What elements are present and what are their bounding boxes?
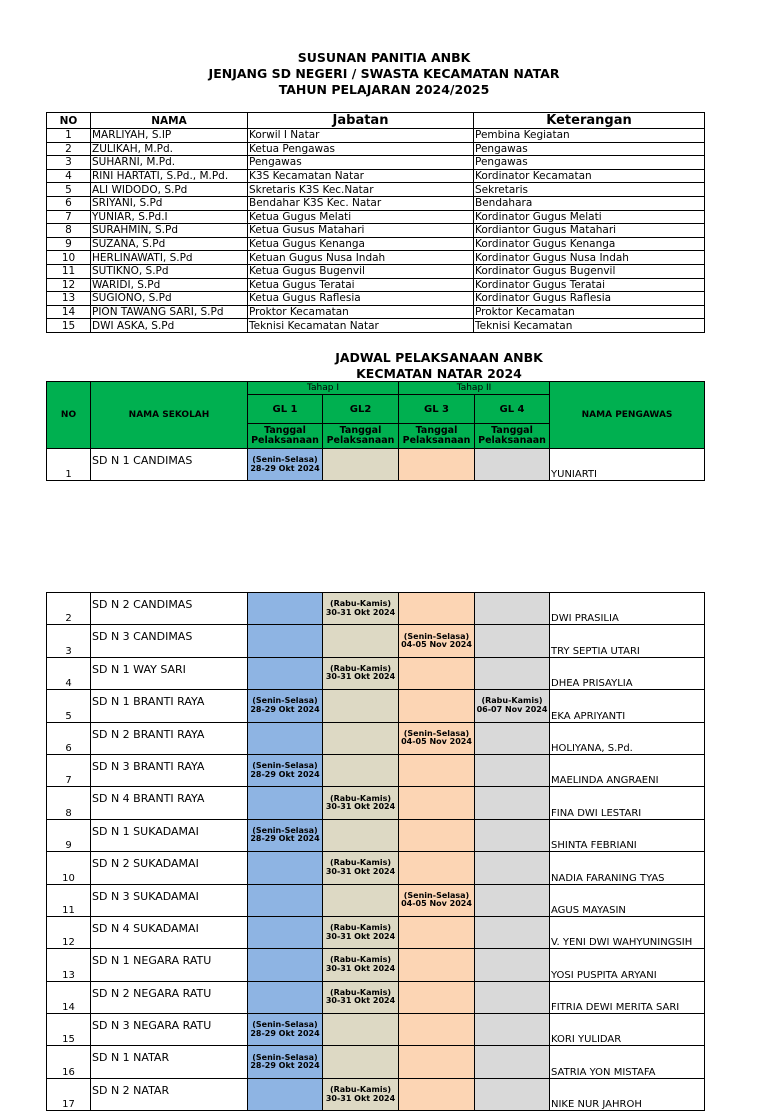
schedule-supervisor: NADIA FARANING TYAS [550,852,705,884]
committee-remark: Kordiantor Gugus Matahari [474,224,705,238]
schedule-no: 15 [47,1014,91,1046]
schedule-school: SD N 3 BRANTI RAYA [91,754,248,786]
committee-name: RINI HARTATI, S.Pd., M.Pd. [91,169,248,183]
committee-row [47,129,705,143]
sched-header-date-1: Tanggal Pelaksanaan [248,424,323,449]
committee-position: Ketua Gugus Raflesia [248,292,474,306]
committee-name: SUTIKNO, S.Pd [91,264,248,278]
schedule-gl3-cell [399,1046,475,1078]
sched-header-gl4: GL 4 [475,395,550,424]
schedule-gl4-cell [475,981,550,1013]
committee-remark: Kordinator Gugus Teratai [474,278,705,292]
schedule-gl2-cell [323,949,399,981]
schedule-school: SD N 2 CANDIMAS [91,593,248,625]
committee-name: SUGIONO, S.Pd [91,292,248,306]
committee-no: 10 [47,251,91,265]
committee-row [47,237,705,251]
committee-no: 15 [47,319,91,333]
schedule-no: 8 [47,787,91,819]
schedule-supervisor: SHINTA FEBRIANI [550,819,705,851]
committee-no: 5 [47,183,91,197]
schedule-row [47,593,705,625]
schedule-gl2-cell [323,981,399,1013]
schedule-table-continued [46,592,705,1111]
committee-no: 3 [47,156,91,170]
schedule-supervisor: YOSI PUSPITA ARYANI [550,949,705,981]
schedule-supervisor: YUNIARTI [550,449,705,481]
schedule-gl4-cell [475,1014,550,1046]
schedule-gl3-cell [399,884,475,916]
schedule-row [47,981,705,1013]
schedule-gl3-cell [399,819,475,851]
schedule-supervisor: KORI YULIDAR [550,1014,705,1046]
sched-header-date-2: Tanggal Pelaksanaan [323,424,399,449]
schedule-date-label: (Rabu-Kamis) 30-31 Okt 2024 [325,923,396,941]
committee-position: Ketua Gugus Teratai [248,278,474,292]
committee-name: YUNIAR, S.Pd.I [91,210,248,224]
schedule-gl1-cell [248,916,323,948]
schedule-gl1-cell [248,449,323,481]
committee-remark: Pengawas [474,142,705,156]
schedule-no: 6 [47,722,91,754]
committee-row [47,142,705,156]
committee-name: ZULIKAH, M.Pd. [91,142,248,156]
sched-header-stage-2: Tahap II [399,382,550,395]
committee-no: 11 [47,264,91,278]
committee-no: 1 [47,129,91,143]
schedule-gl2-cell [323,449,399,481]
schedule-gl4-cell [475,1046,550,1078]
committee-position: K3S Kecamatan Natar [248,169,474,183]
schedule-no: 11 [47,884,91,916]
schedule-table [46,381,705,481]
sched-header-no: NO [47,382,91,449]
committee-remark: Kordinator Kecamatan [474,169,705,183]
schedule-date-label: (Senin-Selasa) 04-05 Nov 2024 [401,728,472,747]
schedule-date-label: (Rabu-Kamis) 30-31 Okt 2024 [325,987,396,1006]
committee-position: Pengawas [248,156,474,170]
schedule-gl2-cell [323,722,399,754]
committee-position: Ketuan Gugus Nusa Indah [248,251,474,265]
sched-header-date-4: Tanggal Pelaksanaan [475,424,550,449]
schedule-gl4-cell [475,1078,550,1110]
committee-position: Ketua Gugus Kenanga [248,237,474,251]
committee-row [47,210,705,224]
schedule-school: SD N 2 SUKADAMAI [91,852,248,884]
schedule-school: SD N 1 BRANTI RAYA [91,690,248,722]
schedule-no: 12 [47,916,91,948]
schedule-supervisor: SATRIA YON MISTAFA [550,1046,705,1078]
committee-position: Skretaris K3S Kec.Natar [248,183,474,197]
committee-position: Ketua Gugus Bugenvil [248,264,474,278]
schedule-supervisor: DHEA PRISAYLIA [550,657,705,689]
committee-name: PION TAWANG SARI, S.Pd [91,305,248,319]
schedule-supervisor: EKA APRIYANTI [550,690,705,722]
schedule-school: SD N 1 NATAR [91,1046,248,1078]
schedule-supervisor: HOLIYANA, S.Pd. [550,722,705,754]
committee-position: Ketua Gusus Matahari [248,224,474,238]
schedule-gl2-cell [323,657,399,689]
schedule-row [47,1014,705,1046]
committee-remark: Sekretaris [474,183,705,197]
committee-no: 9 [47,237,91,251]
schedule-gl4-cell [475,722,550,754]
schedule-no: 5 [47,690,91,722]
schedule-row [47,1078,705,1110]
schedule-no: 2 [47,593,91,625]
committee-table [46,112,705,333]
sched-header-supervisor: NAMA PENGAWAS [550,382,705,449]
schedule-date-label: (Rabu-Kamis) 30-31 Okt 2024 [325,793,396,812]
schedule-gl4-cell [475,449,550,481]
committee-name: MARLIYAH, S.IP [91,129,248,143]
title-line-2: JENJANG SD NEGERI / SWASTA KECAMATAN NATAR [208,66,560,81]
committee-remark: Pengawas [474,156,705,170]
schedule-no: 10 [47,852,91,884]
schedule-gl4-cell [475,593,550,625]
schedule-row [47,787,705,819]
committee-position: Bendahar K3S Kec. Natar [248,196,474,210]
schedule-title-line-1: JADWAL PELAKSANAAN ANBK [335,350,543,365]
title-line-3: TAHUN PELAJARAN 2024/2025 [278,82,490,97]
schedule-gl3-cell [399,949,475,981]
schedule-gl3-cell [399,1078,475,1110]
schedule-gl1-cell [248,819,323,851]
schedule-gl3-cell [399,690,475,722]
schedule-gl1-cell [248,1014,323,1046]
committee-name: ALI WIDODO, S.Pd [91,183,248,197]
schedule-row [47,819,705,851]
committee-row [47,319,705,333]
committee-position: Ketua Pengawas [248,142,474,156]
sched-header-date-3: Tanggal Pelaksanaan [399,424,475,449]
committee-position: Teknisi Kecamatan Natar [248,319,474,333]
schedule-gl2-cell [323,754,399,786]
schedule-date-label: (Rabu-Kamis) 06-07 Nov 2024 [476,696,548,714]
schedule-school: SD N 4 SUKADAMAI [91,916,248,948]
schedule-gl2-cell [323,625,399,657]
committee-body [47,129,705,333]
schedule-gl1-cell [248,690,323,722]
col-header-no: NO [47,113,91,129]
schedule-supervisor: MAELINDA ANGRAENI [550,754,705,786]
schedule-school: SD N 3 SUKADAMAI [91,884,248,916]
committee-row [47,305,705,319]
schedule-gl2-cell [323,1078,399,1110]
sched-header-gl2: GL2 [323,395,399,424]
committee-position: Proktor Kecamatan [248,305,474,319]
schedule-gl4-cell [475,852,550,884]
schedule-supervisor: FINA DWI LESTARI [550,787,705,819]
committee-name: SUHARNI, M.Pd. [91,156,248,170]
committee-remark: Kordinator Gugus Raflesia [474,292,705,306]
schedule-date-label: (Rabu-Kamis) 30-31 Okt 2024 [325,955,396,973]
schedule-no: 14 [47,981,91,1013]
schedule-supervisor: V. YENI DWI WAHYUNINGSIH [550,916,705,948]
schedule-gl4-cell [475,787,550,819]
schedule-date-label: (Senin-Selasa) 28-29 Okt 2024 [250,761,320,779]
committee-row [47,278,705,292]
schedule-gl2-cell [323,884,399,916]
schedule-row [47,1046,705,1078]
col-header-nama: NAMA [91,113,248,129]
schedule-row [47,852,705,884]
schedule-gl4-cell [475,690,550,722]
committee-remark: Pembina Kegiatan [474,129,705,143]
schedule-gl3-cell [399,1014,475,1046]
committee-name: HERLINAWATI, S.Pd [91,251,248,265]
schedule-gl3-cell [399,449,475,481]
schedule-gl2-cell [323,787,399,819]
schedule-row [47,884,705,916]
schedule-school: SD N 1 SUKADAMAI [91,819,248,851]
committee-row [47,224,705,238]
schedule-gl3-cell [399,722,475,754]
schedule-gl1-cell [248,852,323,884]
schedule-gl4-cell [475,625,550,657]
sched-header-gl1: GL 1 [248,395,323,424]
schedule-date-label: (Senin-Selasa) 28-29 Okt 2024 [250,455,320,473]
committee-name: WARIDI, S.Pd [91,278,248,292]
schedule-gl4-cell [475,819,550,851]
committee-name: SUZANA, S.Pd [91,237,248,251]
committee-position: Ketua Gugus Melati [248,210,474,224]
committee-name: DWI ASKA, S.Pd [91,319,248,333]
schedule-date-label: (Rabu-Kamis) 30-31 Okt 2024 [325,663,396,682]
sched-header-gl3: GL 3 [399,395,475,424]
schedule-no: 16 [47,1046,91,1078]
committee-row [47,292,705,306]
committee-remark: Kordinator Gugus Bugenvil [474,264,705,278]
schedule-gl3-cell [399,787,475,819]
schedule-gl3-cell [399,593,475,625]
schedule-gl4-cell [475,754,550,786]
schedule-school: SD N 3 CANDIMAS [91,625,248,657]
schedule-row [47,690,705,722]
committee-no: 14 [47,305,91,319]
schedule-supervisor: TRY SEPTIA UTARI [550,625,705,657]
schedule-gl1-cell [248,657,323,689]
schedule-gl1-cell [248,1078,323,1110]
schedule-supervisor: AGUS MAYASIN [550,884,705,916]
schedule-date-label: (Rabu-Kamis) 30-31 Okt 2024 [325,599,396,617]
committee-remark: Kordinator Gugus Melati [474,210,705,224]
schedule-gl3-cell [399,657,475,689]
schedule-gl3-cell [399,981,475,1013]
committee-no: 8 [47,224,91,238]
schedule-row [47,754,705,786]
schedule-date-label: (Rabu-Kamis) 30-31 Okt 2024 [325,858,396,876]
col-header-jabatan: Jabatan [248,113,474,129]
committee-row [47,183,705,197]
committee-name: SRIYANI, S.Pd [91,196,248,210]
schedule-school: SD N 1 WAY SARI [91,657,248,689]
schedule-school: SD N 2 NEGARA RATU [91,981,248,1013]
schedule-gl4-cell [475,916,550,948]
schedule-no: 7 [47,754,91,786]
schedule-row [47,657,705,689]
committee-no: 12 [47,278,91,292]
schedule-gl1-cell [248,949,323,981]
schedule-gl2-cell [323,1014,399,1046]
schedule-gl1-cell [248,884,323,916]
schedule-no: 9 [47,819,91,851]
schedule-gl1-cell [248,722,323,754]
schedule-row [47,949,705,981]
schedule-date-label: (Senin-Selasa) 04-05 Nov 2024 [401,890,472,909]
col-header-keterangan: Keterangan [474,113,705,129]
committee-remark: Proktor Kecamatan [474,305,705,319]
schedule-supervisor: FITRIA DEWI MERITA SARI [550,981,705,1013]
schedule-no: 3 [47,625,91,657]
schedule-school: SD N 3 NEGARA RATU [91,1014,248,1046]
schedule-gl2-cell [323,916,399,948]
schedule-gl3-cell [399,916,475,948]
schedule-no: 4 [47,657,91,689]
committee-name: SURAHMIN, S.Pd [91,224,248,238]
schedule-school: SD N 4 BRANTI RAYA [91,787,248,819]
schedule-gl2-cell [323,852,399,884]
committee-row [47,264,705,278]
committee-no: 7 [47,210,91,224]
title-line-1: SUSUNAN PANITIA ANBK [297,50,471,65]
committee-remark: Kordinator Gugus Nusa Indah [474,251,705,265]
schedule-gl4-cell [475,657,550,689]
schedule-date-label: (Rabu-Kamis) 30-31 Okt 2024 [325,1085,396,1103]
schedule-school: SD N 1 NEGARA RATU [91,949,248,981]
schedule-date-label: (Senin-Selasa) 04-05 Nov 2024 [401,631,472,650]
committee-no: 2 [47,142,91,156]
schedule-gl4-cell [475,949,550,981]
committee-no: 13 [47,292,91,306]
schedule-school: SD N 2 NATAR [91,1078,248,1110]
schedule-gl1-cell [248,593,323,625]
sched-header-school: NAMA SEKOLAH [91,382,248,449]
schedule-gl2-cell [323,819,399,851]
committee-remark: Bendahara [474,196,705,210]
committee-row [47,196,705,210]
schedule-body-page-1 [47,449,705,481]
schedule-gl1-cell [248,981,323,1013]
committee-position: Korwil I Natar [248,129,474,143]
schedule-body-page-2 [47,593,705,1111]
schedule-title [55,350,768,382]
committee-remark: Kordinator Gugus Kenanga [474,237,705,251]
schedule-gl3-cell [399,625,475,657]
schedule-date-label: (Senin-Selasa) 28-29 Okt 2024 [250,1052,320,1071]
committee-no: 6 [47,196,91,210]
schedule-gl2-cell [323,593,399,625]
sched-header-stage-1: Tahap I [248,382,399,395]
schedule-no: 1 [47,449,91,481]
document-title [0,50,768,98]
schedule-no: 13 [47,949,91,981]
schedule-gl1-cell [248,754,323,786]
committee-row [47,251,705,265]
schedule-gl1-cell [248,1046,323,1078]
schedule-date-label: (Senin-Selasa) 28-29 Okt 2024 [250,1020,320,1038]
schedule-row [47,916,705,948]
schedule-no: 17 [47,1078,91,1110]
committee-remark: Teknisi Kecamatan [474,319,705,333]
schedule-gl1-cell [248,787,323,819]
schedule-supervisor: NIKE NUR JAHROH [550,1078,705,1110]
schedule-gl2-cell [323,1046,399,1078]
schedule-date-label: (Senin-Selasa) 28-29 Okt 2024 [250,825,320,844]
schedule-date-label: (Senin-Selasa) 28-29 Okt 2024 [250,696,320,714]
schedule-gl3-cell [399,754,475,786]
schedule-gl1-cell [248,625,323,657]
committee-no: 4 [47,169,91,183]
schedule-gl4-cell [475,884,550,916]
schedule-gl2-cell [323,690,399,722]
schedule-row [47,449,705,481]
schedule-row [47,625,705,657]
schedule-supervisor: DWI PRASILIA [550,593,705,625]
committee-row [47,169,705,183]
schedule-school: SD N 2 BRANTI RAYA [91,722,248,754]
schedule-row [47,722,705,754]
schedule-title-line-2: KECMATAN NATAR 2024 [356,366,522,381]
committee-row [47,156,705,170]
schedule-school: SD N 1 CANDIMAS [91,449,248,481]
schedule-gl3-cell [399,852,475,884]
